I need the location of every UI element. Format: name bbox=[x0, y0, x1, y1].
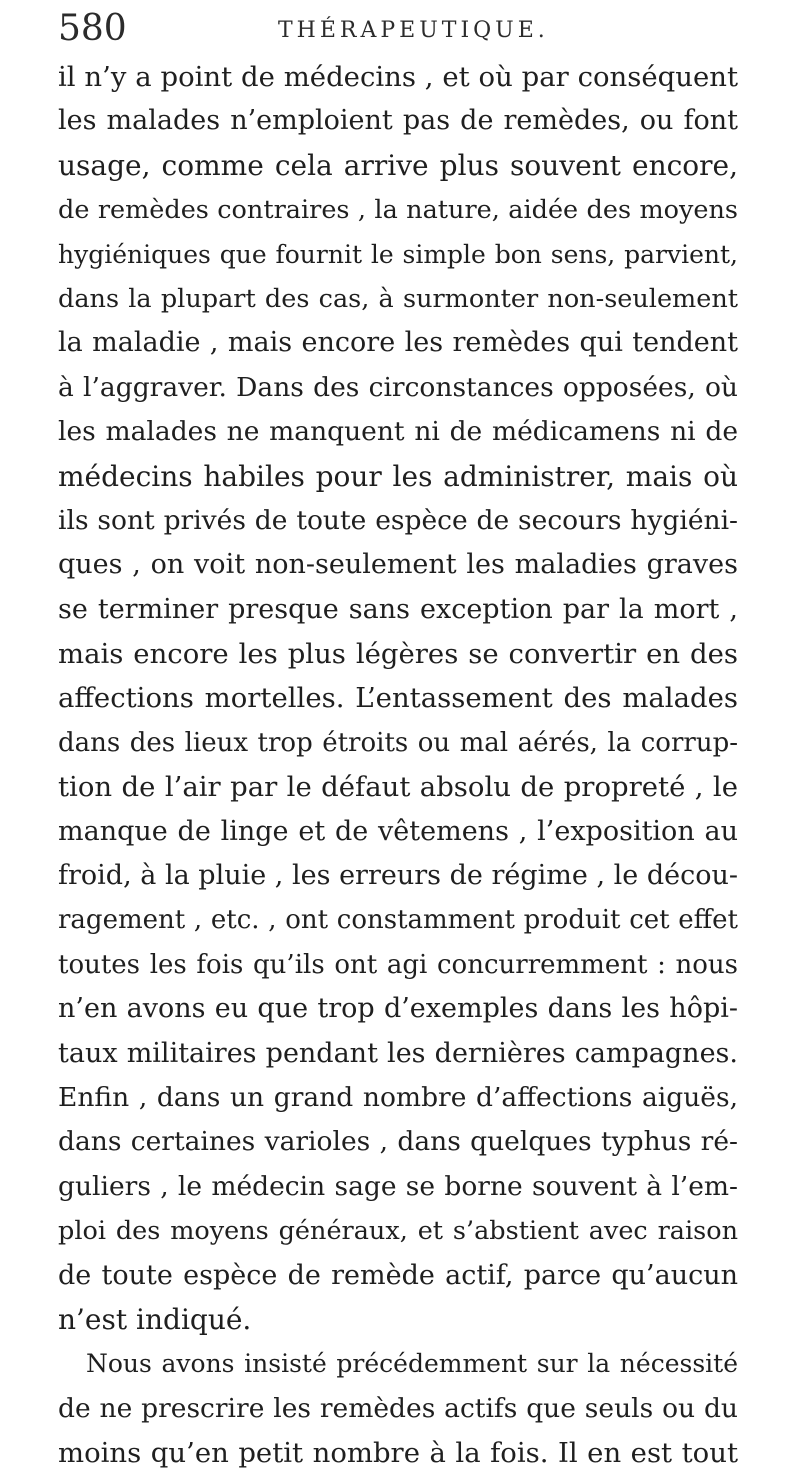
text-line: les malades ne manquent ni de médicamens ni de bbox=[58, 416, 738, 448]
running-title: THÉRAPEUTIQUE. bbox=[278, 18, 549, 43]
text-line: usage, comme cela arrive plus souvent encore, bbox=[58, 148, 738, 182]
paragraph-start-line: Nous avons insisté précédemment sur la nécessité bbox=[86, 1349, 738, 1379]
text-line: de remèdes contraires , la nature, aidée des moyens bbox=[58, 195, 738, 226]
text-line: dans certaines varioles , dans quelques typhus ré- bbox=[58, 1126, 738, 1158]
text-line: à l’aggraver. Dans des circonstances opposées, où bbox=[58, 371, 738, 403]
text-line: toutes les fois qu’ils ont agi concurremment : nous bbox=[58, 949, 738, 980]
text-line: ques , on voit non-seulement les maladies graves bbox=[58, 549, 738, 581]
text-line: ils sont privés de toute espèce de secours hygiéni- bbox=[58, 504, 738, 536]
text-line: les malades n’emploient pas de remèdes, ou font bbox=[58, 105, 738, 137]
text-line: froid, à la pluie , les erreurs de régime , le décou- bbox=[58, 860, 738, 892]
text-line: mais encore les plus légères se convertir en des bbox=[58, 638, 738, 671]
text-line: de ne prescrire les remèdes actifs que seuls ou du bbox=[58, 1392, 738, 1424]
text-line: moins qu’en petit nombre à la fois. Il en est tout bbox=[58, 1437, 738, 1470]
text-line: manque de linge et de vêtemens , l’exposition au bbox=[58, 815, 738, 847]
text-line: ploi des moyens généraux, et s’abstient avec raison bbox=[58, 1216, 738, 1247]
text-line: se terminer presque sans exception par la mort , bbox=[58, 593, 738, 625]
text-line: guliers , le médecin sage se borne souvent à l’em- bbox=[58, 1170, 738, 1202]
text-line: de toute espèce de remède actif, parce qu’aucun bbox=[58, 1259, 738, 1291]
text-line: médecins habiles pour les administrer, mais où bbox=[58, 459, 738, 493]
text-line: tion de l’air par le défaut absolu de propreté , le bbox=[58, 771, 738, 804]
text-line: dans des lieux trop étroits ou mal aérés, la corrup- bbox=[58, 727, 738, 758]
body-text bbox=[58, 55, 738, 1476]
text-line: taux militaires pendant les dernières campagnes. bbox=[58, 1037, 738, 1069]
text-line: ragement , etc. , ont constamment produit cet effet bbox=[58, 905, 738, 936]
page-number: 580 bbox=[58, 8, 127, 49]
text-line: dans la plupart des cas, à surmonter non-seulement bbox=[58, 283, 738, 314]
text-line: n’en avons eu que trop d’exemples dans les hôpi- bbox=[58, 993, 738, 1025]
text-line: la maladie , mais encore les remèdes qui tendent bbox=[58, 327, 738, 359]
paragraph-end-line: n’est indiqué. bbox=[58, 1302, 252, 1336]
text-line: hygiéniques que fournit le simple bon sens, parvient, bbox=[58, 239, 738, 269]
text-line: affections mortelles. L’entassement des malades bbox=[58, 682, 738, 715]
text-line: Enfin , dans un grand nombre d’affections aiguës, bbox=[58, 1081, 738, 1113]
page-header bbox=[58, 4, 678, 54]
text-line: il n’y a point de médecins , et où par conséquent bbox=[58, 61, 738, 93]
